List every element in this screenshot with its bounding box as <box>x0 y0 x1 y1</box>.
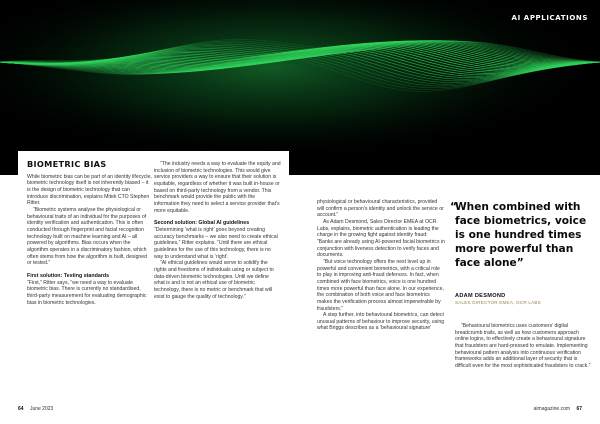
article-column-2 <box>154 161 281 300</box>
paragraph: As Adam Desmond, Sales Director EMEA at OCR Labs, explains, biometric authentication is leading the charge in the growing fight against identity fraud: “Banks are already using AI-powered facial biometrics in conjunction with liveness detection to verify faces and documents. <box>317 218 446 259</box>
paragraph: While biometric bias can be part of an identity lifecycle, biometric technology itself is not inherently biased – it is the design of biometric technology that can introduce discrimination, explains Mitek CTO Stephen Ritter. <box>27 173 152 207</box>
hero-image <box>0 0 600 175</box>
paragraph: “Behavioural biometrics uses customers’ digital breadcrumb trails, as well as how customers approach online logins, to effectively create a behavioural signature that fraudsters are hard-pressed to emulate. Implementing behavioural pattern analysis into continuous verification frameworks adds an additional layer of security that is difficult even for the most sophisticated fraudsters to crack.” <box>455 323 591 369</box>
quote-open-mark: “ <box>450 201 457 213</box>
byline-role: SALES DIRECTOR EMEA, OCR LABS <box>455 300 541 305</box>
page-number-right: 67 <box>576 406 582 412</box>
pull-quote-byline <box>455 293 595 305</box>
article-column-4 <box>455 323 593 370</box>
section-heading: BIOMETRIC BIAS <box>27 159 107 169</box>
article-column-3 <box>317 199 445 332</box>
article-column-1 <box>27 161 152 306</box>
section-tag: AI APPLICATIONS <box>511 14 588 22</box>
footer-left <box>18 406 53 412</box>
green-wave-graphic <box>0 0 600 175</box>
pull-quote <box>450 200 595 270</box>
issue-date: June 2023 <box>29 406 54 412</box>
footer-right <box>534 406 582 412</box>
paragraph: A step further, into behavioural biometrics, can detect unusual patterns of behaviour to improve security, using what Briggs describes as a ‘behavioural signature’ <box>317 312 445 332</box>
subheading: First solution: Testing standards <box>27 272 110 279</box>
paragraph: “AI ethical guidelines would serve to solidify the rights and freedoms of individuals using or subject to data-driven biometric technologies. Until we define what is and is not an ethical use of biometric technology, there is no metric or benchmark that will exist to gauge the quality of technology.” <box>154 260 274 300</box>
byline-name: ADAM DESMOND <box>455 293 506 299</box>
paragraph: “First,” Ritter says, “we need a way to evaluate biometric bias. There is currently no standardised, third-party measurement for evaluating demographic bias in biometric technologies. <box>27 279 147 306</box>
subheading: Second solution: Global AI guidelines <box>154 220 250 227</box>
paragraph: “Biometric systems analyse the physiological or behavioural traits of an individual for the purposes of identity verification and authentication. This is often conducted through fingerprint and facial recognition technology built on machine learning and AI – all powered by algorithms. Bias occurs when the algorithm operates in a discriminatory fashion, which often stems from how the algorithm is built, designed or tested.” <box>27 206 148 267</box>
site-name: aimagazine.com <box>533 406 571 412</box>
page-number-left: 64 <box>18 406 24 412</box>
paragraph: “But voice technology offers the next level up in powerful and convenient biometrics, with a critical role to play in improving anti-fraud defences. In fact, when combined with face biometrics, voice is one hundred times more powerful than face alone. In our experience, the combination of both voice and face biometrics makes the verification process almost impenetrable by fraudsters.” <box>317 258 444 312</box>
paragraph: “Determining ‘what is right’ goes beyond creating accuracy benchmarks – we also need to create ethical guidelines,” Ritter explains. “Until there are ethical guidelines for the use of this technology, there is no way to understand what is ‘right’. <box>154 226 278 260</box>
pull-quote-text: When combined with face biometrics, voice is one hundred times more powerful than face alone” <box>455 201 587 269</box>
paragraph: physiological or behavioural characteristics, provided will confirm a person’s identity and unlock the service or account.” <box>317 199 444 219</box>
paragraph: “The industry needs a way to evaluate the equity and inclusion of biometric technologies. This would give service providers a way to ensure that their solution is equitable, regardless of whether it was built in-house or based on third-party technology from a vendor. This benchmark would provide the public with the information they need to select a service provider that’s more equitable. <box>154 161 281 214</box>
